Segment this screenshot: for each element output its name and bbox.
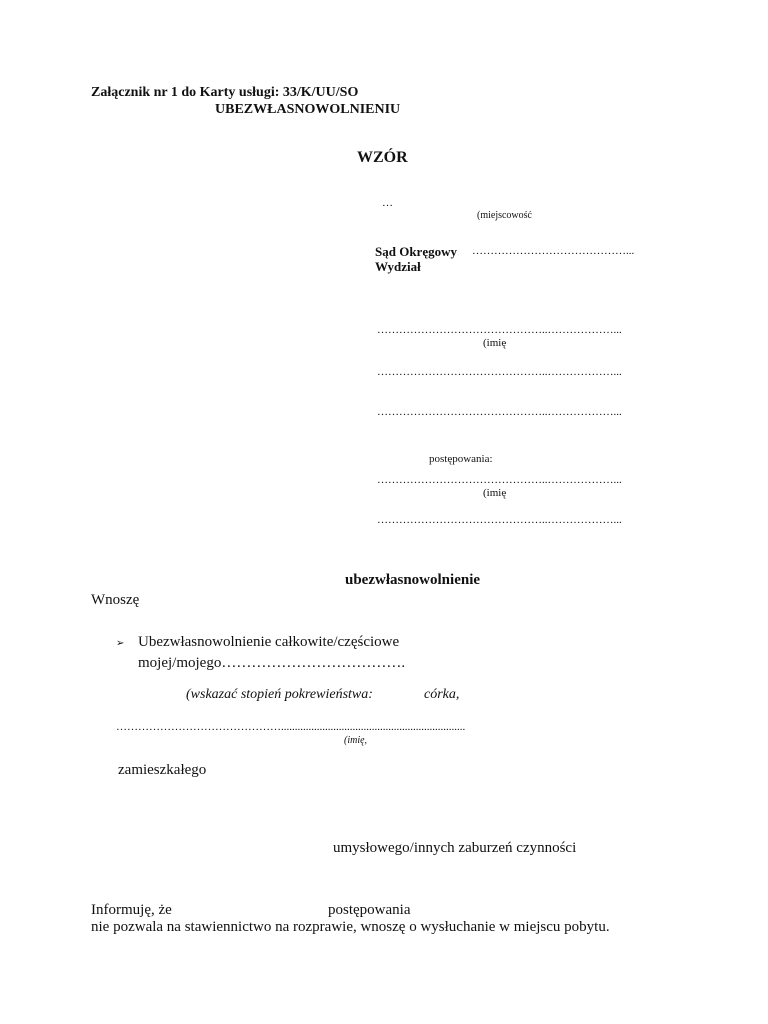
participant-label: postępowania: (429, 453, 493, 465)
info-text-start: Informuję, że (91, 902, 172, 918)
info-text-end: nie pozwala na stawiennictwo na rozprawie, wnoszę o wysłuchanie w miejscu pobytu. (91, 919, 610, 935)
info-text-middle: postępowania (328, 902, 411, 918)
participant-caption: (imię (483, 487, 507, 499)
bullet-line-1: Ubezwłasnowolnienie całkowite/częściowe (138, 634, 400, 650)
attachment-line: Załącznik nr 1 do Karty usługi: 33/K/UU/SO (91, 85, 359, 100)
residence-text: zamieszkałego (118, 762, 207, 778)
participant-line-1: ………………………………………..………………... (377, 474, 622, 486)
name-caption: (imię, (344, 735, 368, 746)
place-caption: (miejscowość (477, 210, 532, 221)
document-subject: UBEZWŁASNOWOLNIENIU (215, 102, 401, 117)
court-label: Sąd Okręgowy (375, 244, 457, 259)
place-dots: … (382, 197, 393, 209)
kinship-hint: (wskazać stopień pokrewieństwa: (186, 687, 373, 702)
court-division-label: Wydział (375, 259, 421, 274)
bullet-line-2: mojej/mojego………………………………. (138, 655, 406, 671)
kinship-example: córka, (424, 687, 460, 702)
request-text: Wnoszę (91, 592, 140, 608)
applicant-line-2: ………………………………………..………………... (377, 366, 622, 378)
participant-line-2: ………………………………………..………………... (377, 514, 622, 526)
reason-text: umysłowego/innych zaburzeń czynności (333, 840, 577, 856)
bullet-arrow-icon: ➢ (116, 638, 125, 649)
document-title: WZÓR (357, 149, 408, 166)
body-heading: ubezwłasnowolnienie (345, 572, 481, 588)
applicant-caption: (imię (483, 337, 507, 349)
applicant-line-3: ………………………………………..………………... (377, 406, 622, 418)
name-line: ………………………………………................................................................... (116, 721, 466, 733)
court-dots: ……………………………………... (472, 245, 635, 257)
applicant-line-1: ………………………………………..………………... (377, 324, 622, 336)
